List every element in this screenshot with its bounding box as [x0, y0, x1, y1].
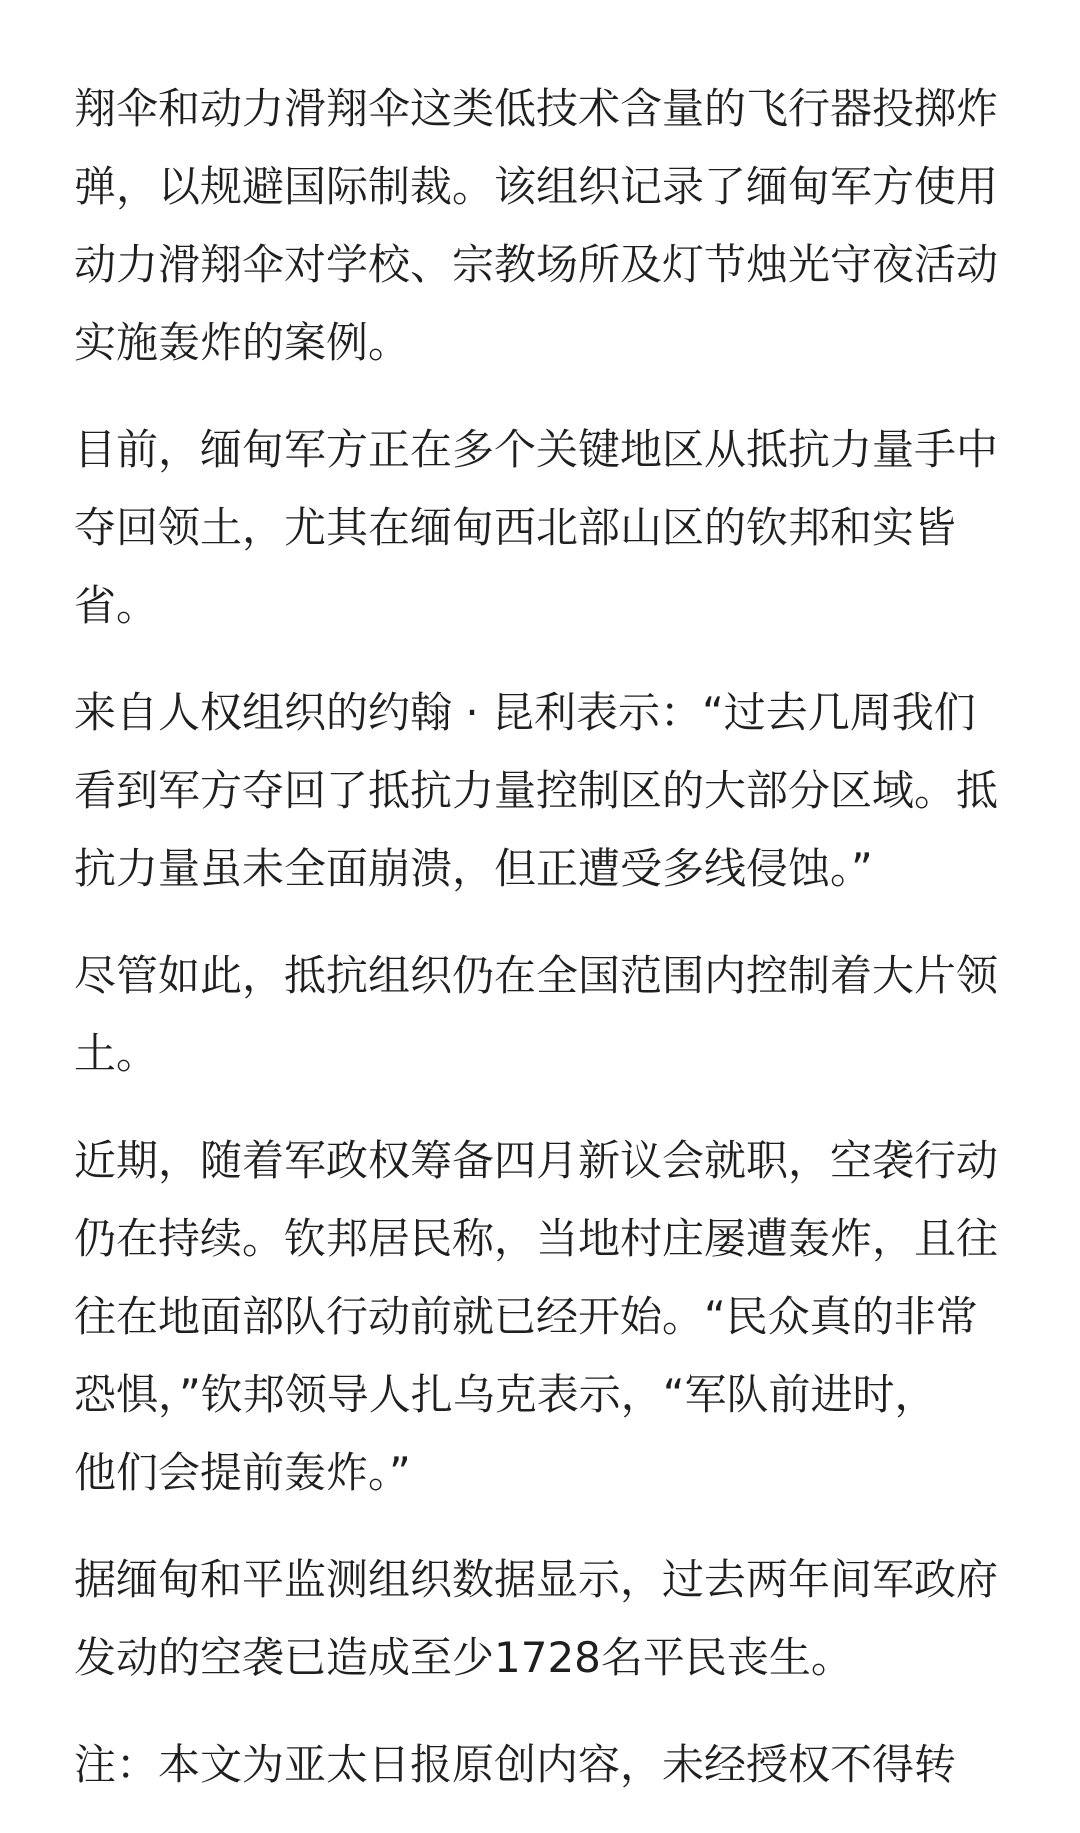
text-line: 往在地面部队行动前就已经开始。“民众真的非常	[74, 1292, 978, 1341]
text-line: 目前，缅甸军方正在多个关键地区从抵抗力量手中	[74, 425, 999, 474]
text-line: 看到军方夺回了抵抗力量控制区的大部分区域。抵	[74, 766, 999, 815]
text-line: 仍在持续。钦邦居民称，当地村庄屡遭轰炸，且往	[74, 1214, 999, 1263]
paragraph-3	[74, 674, 1014, 908]
article-body	[74, 70, 1014, 1833]
text-line: 弹，以规避国际制裁。该组织记录了缅甸军方使用	[74, 162, 999, 211]
text-line: 来自人权组织的约翰 · 昆利表示：“过去几周我们	[74, 688, 976, 737]
text-line: 抗力量虽未全面崩溃，但正遭受多线侵蚀。”	[74, 844, 873, 893]
paragraph-7-note	[74, 1726, 1014, 1804]
text-line: 土。	[74, 1029, 159, 1078]
text-line: 据缅甸和平监测组织数据显示，过去两年间军政府	[74, 1555, 999, 1604]
text-line: 翔伞和动力滑翔伞这类低技术含量的飞行器投掷炸	[74, 84, 999, 133]
paragraph-2	[74, 411, 1014, 645]
text-line: 夺回领土，尤其在缅甸西北部山区的钦邦和实皆	[74, 503, 957, 552]
paragraph-1	[74, 70, 1014, 382]
text-line: 尽管如此，抵抗组织仍在全国范围内控制着大片领	[74, 951, 999, 1000]
text-line: 实施轰炸的案例。	[74, 318, 411, 367]
text-line: 动力滑翔伞对学校、宗教场所及灯节烛光守夜活动	[74, 240, 999, 289]
text-line: 近期，随着军政权筹备四月新议会就职，空袭行动	[74, 1136, 999, 1185]
paragraph-4	[74, 937, 1014, 1093]
paragraph-6	[74, 1541, 1014, 1697]
text-line: 发动的空袭已造成至少1728名平民丧生。	[74, 1633, 853, 1682]
text-line: 省。	[74, 581, 159, 630]
text-line: 恐惧，”钦邦领导人扎乌克表示，“军队前进时，	[74, 1370, 937, 1419]
paragraph-5	[74, 1122, 1014, 1512]
text-line: 注：本文为亚太日报原创内容，未经授权不得转	[74, 1740, 957, 1789]
text-line: 他们会提前轰炸。”	[74, 1448, 411, 1497]
